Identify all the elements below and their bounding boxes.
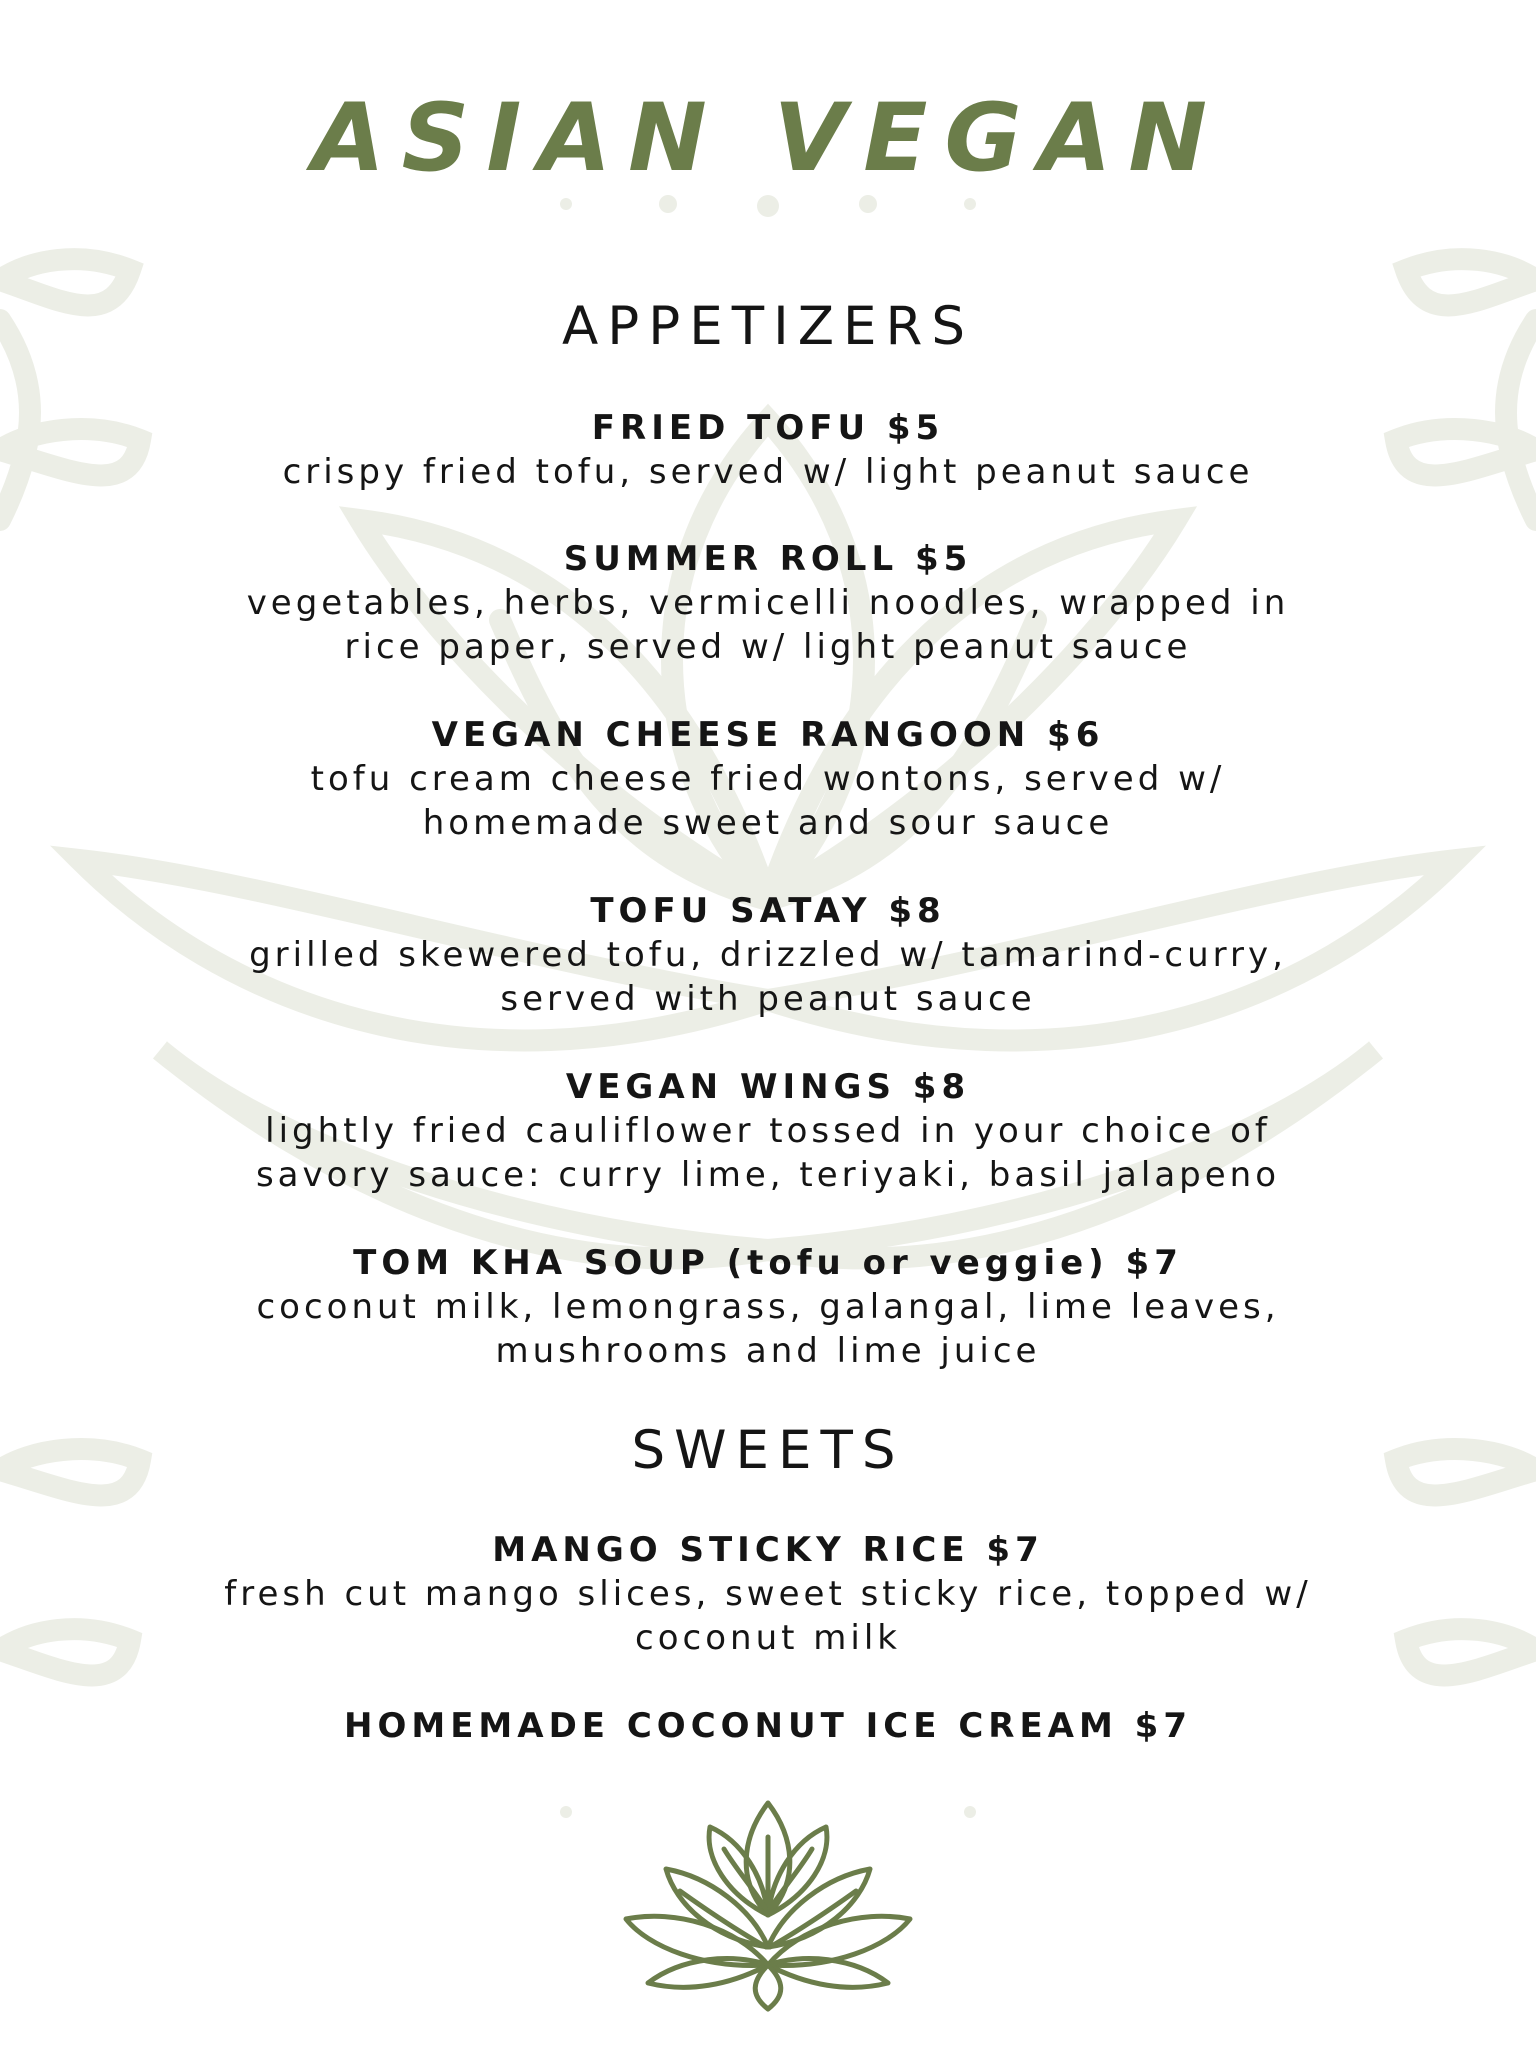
item-name: TOM KHA SOUP (tofu or veggie) $7 — [353, 1243, 1183, 1283]
menu-item — [0, 1704, 1536, 1748]
item-description: lightly fried cauliflower tossed in your choice of — [265, 1111, 1271, 1151]
item-description: coconut milk, lemongrass, galangal, lime leaves, — [256, 1287, 1280, 1327]
menu-item — [0, 713, 1536, 845]
item-description: mushrooms and lime juice — [495, 1331, 1041, 1371]
item-description: vegetables, herbs, vermicelli noodles, wrapped in — [246, 583, 1290, 623]
menu-item — [0, 537, 1536, 669]
menu-item — [0, 1528, 1536, 1660]
item-name: HOMEMADE COCONUT ICE CREAM $7 — [344, 1706, 1192, 1746]
item-description: fresh cut mango slices, sweet sticky rice, topped w/ — [224, 1574, 1312, 1614]
item-description: crispy fried tofu, served w/ light peanut sauce — [282, 452, 1254, 492]
item-name: SUMMER ROLL $5 — [563, 539, 973, 579]
item-name: FRIED TOFU $5 — [591, 408, 945, 448]
item-description: rice paper, served w/ light peanut sauce — [344, 627, 1192, 667]
item-name: MANGO STICKY RICE $7 — [492, 1530, 1044, 1570]
item-description: coconut milk — [635, 1618, 901, 1658]
menu-item — [0, 889, 1536, 1021]
item-description: grilled skewered tofu, drizzled w/ tamarind-curry, — [249, 935, 1287, 975]
lotus-icon — [618, 1797, 918, 2012]
menu-item — [0, 1065, 1536, 1197]
item-description: tofu cream cheese fried wontons, served w/ — [310, 759, 1226, 799]
item-description: served with peanut sauce — [500, 979, 1036, 1019]
menu-item — [0, 406, 1536, 494]
section-heading-appetizers: APPETIZERS — [562, 296, 974, 357]
menu-item — [0, 1241, 1536, 1373]
item-name: VEGAN WINGS $8 — [565, 1067, 971, 1107]
section-heading-sweets: SWEETS — [631, 1420, 905, 1481]
item-description: savory sauce: curry lime, teriyaki, basil jalapeno — [255, 1155, 1281, 1195]
item-description: homemade sweet and sour sauce — [422, 803, 1114, 843]
restaurant-title: ASIAN VEGAN — [311, 84, 1225, 193]
item-name: TOFU SATAY $8 — [590, 891, 946, 931]
item-name: VEGAN CHEESE RANGOON $6 — [431, 715, 1105, 755]
